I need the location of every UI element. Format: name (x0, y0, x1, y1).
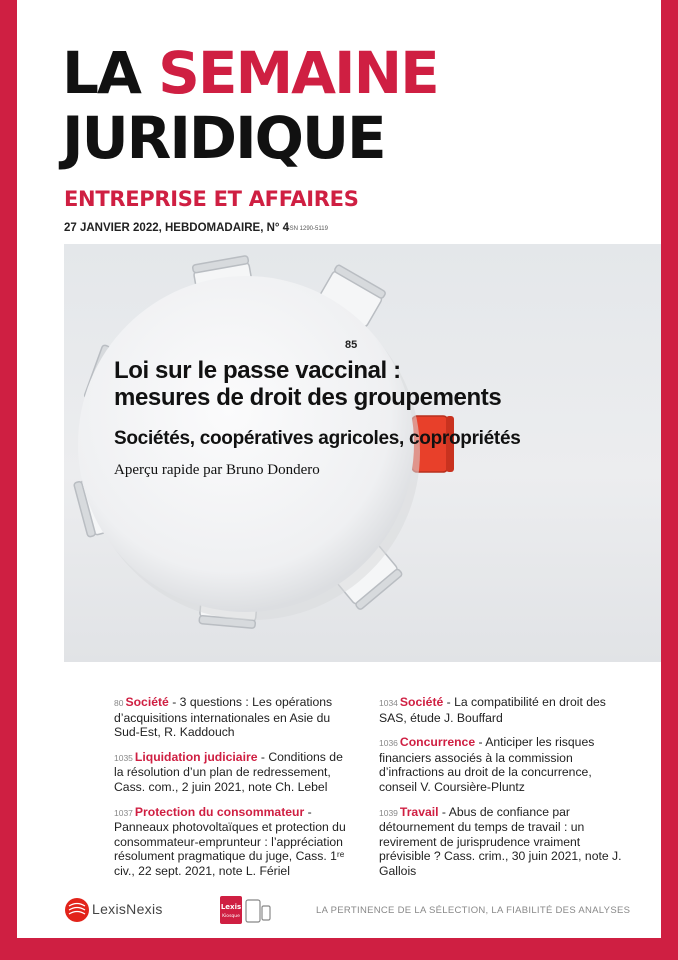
cover-story-title-line1: Loi sur le passe vaccinal : (114, 357, 401, 384)
item-topic: Société (125, 695, 169, 709)
summary-left-column (114, 695, 354, 889)
item-text: - Abus de confiance par détournement du temps de travail : un revirement de jurisprudence vraiment prévisible ? Cass. crim., 30 juin 2021, note J. Gallois (379, 804, 622, 878)
masthead-title-line1 (62, 39, 438, 107)
summary-item[interactable] (114, 805, 354, 879)
item-number: 1034 (379, 698, 398, 708)
item-number: 1035 (114, 752, 133, 763)
footer-tagline: LA PERTINENCE DE LA SÉLECTION, LA FIABILITÉ DES ANALYSES (316, 905, 631, 916)
masthead-title-la: LA (62, 39, 140, 107)
cover-story-title[interactable] (114, 357, 634, 411)
cover-image (64, 244, 661, 662)
summary-item[interactable] (379, 735, 629, 794)
item-number: 80 (114, 698, 124, 708)
item-topic: Travail (399, 804, 439, 819)
item-number: 1036 (379, 738, 398, 749)
cover-story-author: Aperçu rapide par Bruno Dondero (114, 462, 320, 478)
item-text: - Anticiper les risques financiers associés à la commission d’infractions au droit de la concurrence, conseil V. Coursière-Pluntz (379, 735, 595, 794)
bottom-border (0, 938, 678, 960)
lexisnexis-logo-icon (64, 897, 90, 923)
cover-story-number: 85 (345, 339, 358, 351)
item-topic: Protection du consommateur (134, 804, 305, 819)
badge-line1: Lexis (220, 903, 242, 911)
summary-item[interactable] (379, 805, 629, 879)
badge-line2: Kiosque (222, 914, 240, 919)
masthead-subtitle: ENTREPRISE ET AFFAIRES (64, 187, 359, 211)
left-border (0, 0, 17, 960)
item-text: - 3 questions : Les opérations d’acquisitions internationales en Asie du Sud-Est, R. Kaddouch (114, 695, 333, 740)
issue-dateline: 27 JANVIER 2022, HEBDOMADAIRE, N° 4 (64, 222, 290, 234)
item-text: - Panneaux photovoltaïques et protection du consommateur-emprunteur : l’appréciation résolument pragmatique du juge, Cass. 1ʳᵉ civ., 22 sept. 2021, note L. Fériel (114, 804, 346, 878)
lexis-kiosque-badge-icon (220, 896, 272, 924)
item-text: - La compatibilité en droit des SAS, étude J. Bouffard (379, 695, 606, 725)
issn: ISSN 1290-5119 (284, 226, 328, 232)
item-text: - Conditions de la résolution d’un plan de redressement, Cass. com., 2 juin 2021, note Ch. Lebel (114, 749, 343, 794)
lexisnexis-brand: LexisNexis (92, 901, 163, 917)
cover-story-subtitle: Sociétés, coopératives agricoles, copropriétés (114, 428, 521, 449)
item-number: 1037 (114, 807, 133, 818)
summary-item[interactable] (114, 750, 354, 795)
item-topic: Concurrence (399, 735, 476, 750)
summary-right-column (379, 695, 629, 889)
masthead-title-line2: JURIDIQUE (62, 104, 385, 172)
item-topic: Société (399, 695, 444, 709)
right-border (661, 0, 678, 960)
item-number: 1039 (379, 807, 398, 818)
round-table-illustration (64, 244, 661, 662)
masthead-title-semaine: SEMAINE (158, 39, 438, 107)
summary-item[interactable] (379, 695, 629, 725)
item-topic: Liquidation judiciaire (134, 749, 258, 764)
cover-story-title-line2: mesures de droit des groupements (114, 384, 502, 412)
summary-item[interactable] (114, 695, 354, 740)
